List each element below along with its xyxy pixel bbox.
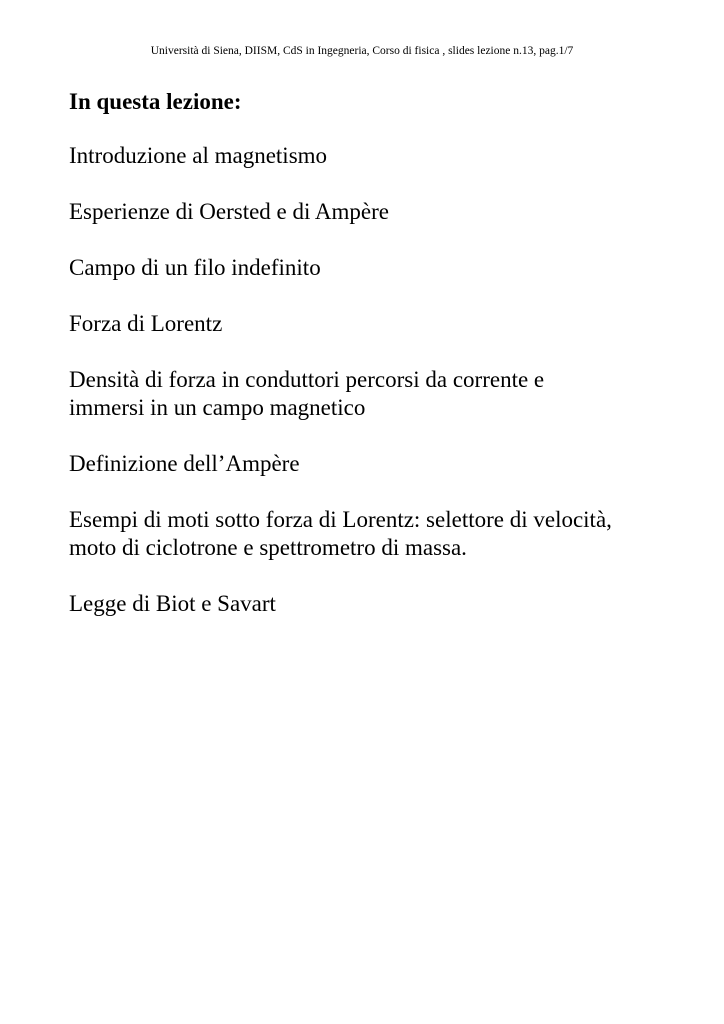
topic-line: immersi in un campo magnetico xyxy=(69,395,366,420)
topic-item xyxy=(69,198,689,226)
lecture-contents xyxy=(69,87,689,646)
topic-line: Esperienze di Oersted e di Ampère xyxy=(69,199,389,224)
topic-item xyxy=(69,450,689,478)
section-heading: In questa lezione: xyxy=(69,89,242,114)
topic-line: Esempi di moti sotto forza di Lorentz: selettore di velocità, xyxy=(69,507,612,532)
topic-line: moto di ciclotrone e spettrometro di massa. xyxy=(69,535,467,560)
topic-line: Forza di Lorentz xyxy=(69,311,223,336)
topic-item xyxy=(69,506,689,562)
topic-item xyxy=(69,366,689,422)
topic-item xyxy=(69,590,689,618)
topic-item xyxy=(69,310,689,338)
running-header: Università di Siena, DIISM, CdS in Ingegneria, Corso di fisica , slides lezione n.13, pag.1/7 xyxy=(150,45,574,57)
topic-line: Introduzione al magnetismo xyxy=(69,143,328,168)
topic-item xyxy=(69,254,689,282)
topic-list xyxy=(69,142,689,618)
topic-item xyxy=(69,142,689,170)
topic-line: Definizione dell’Ampère xyxy=(69,451,300,476)
topic-line: Legge di Biot e Savart xyxy=(69,591,276,616)
topic-line: Campo di un filo indefinito xyxy=(69,255,321,280)
topic-line: Densità di forza in conduttori percorsi da corrente e xyxy=(69,367,545,392)
